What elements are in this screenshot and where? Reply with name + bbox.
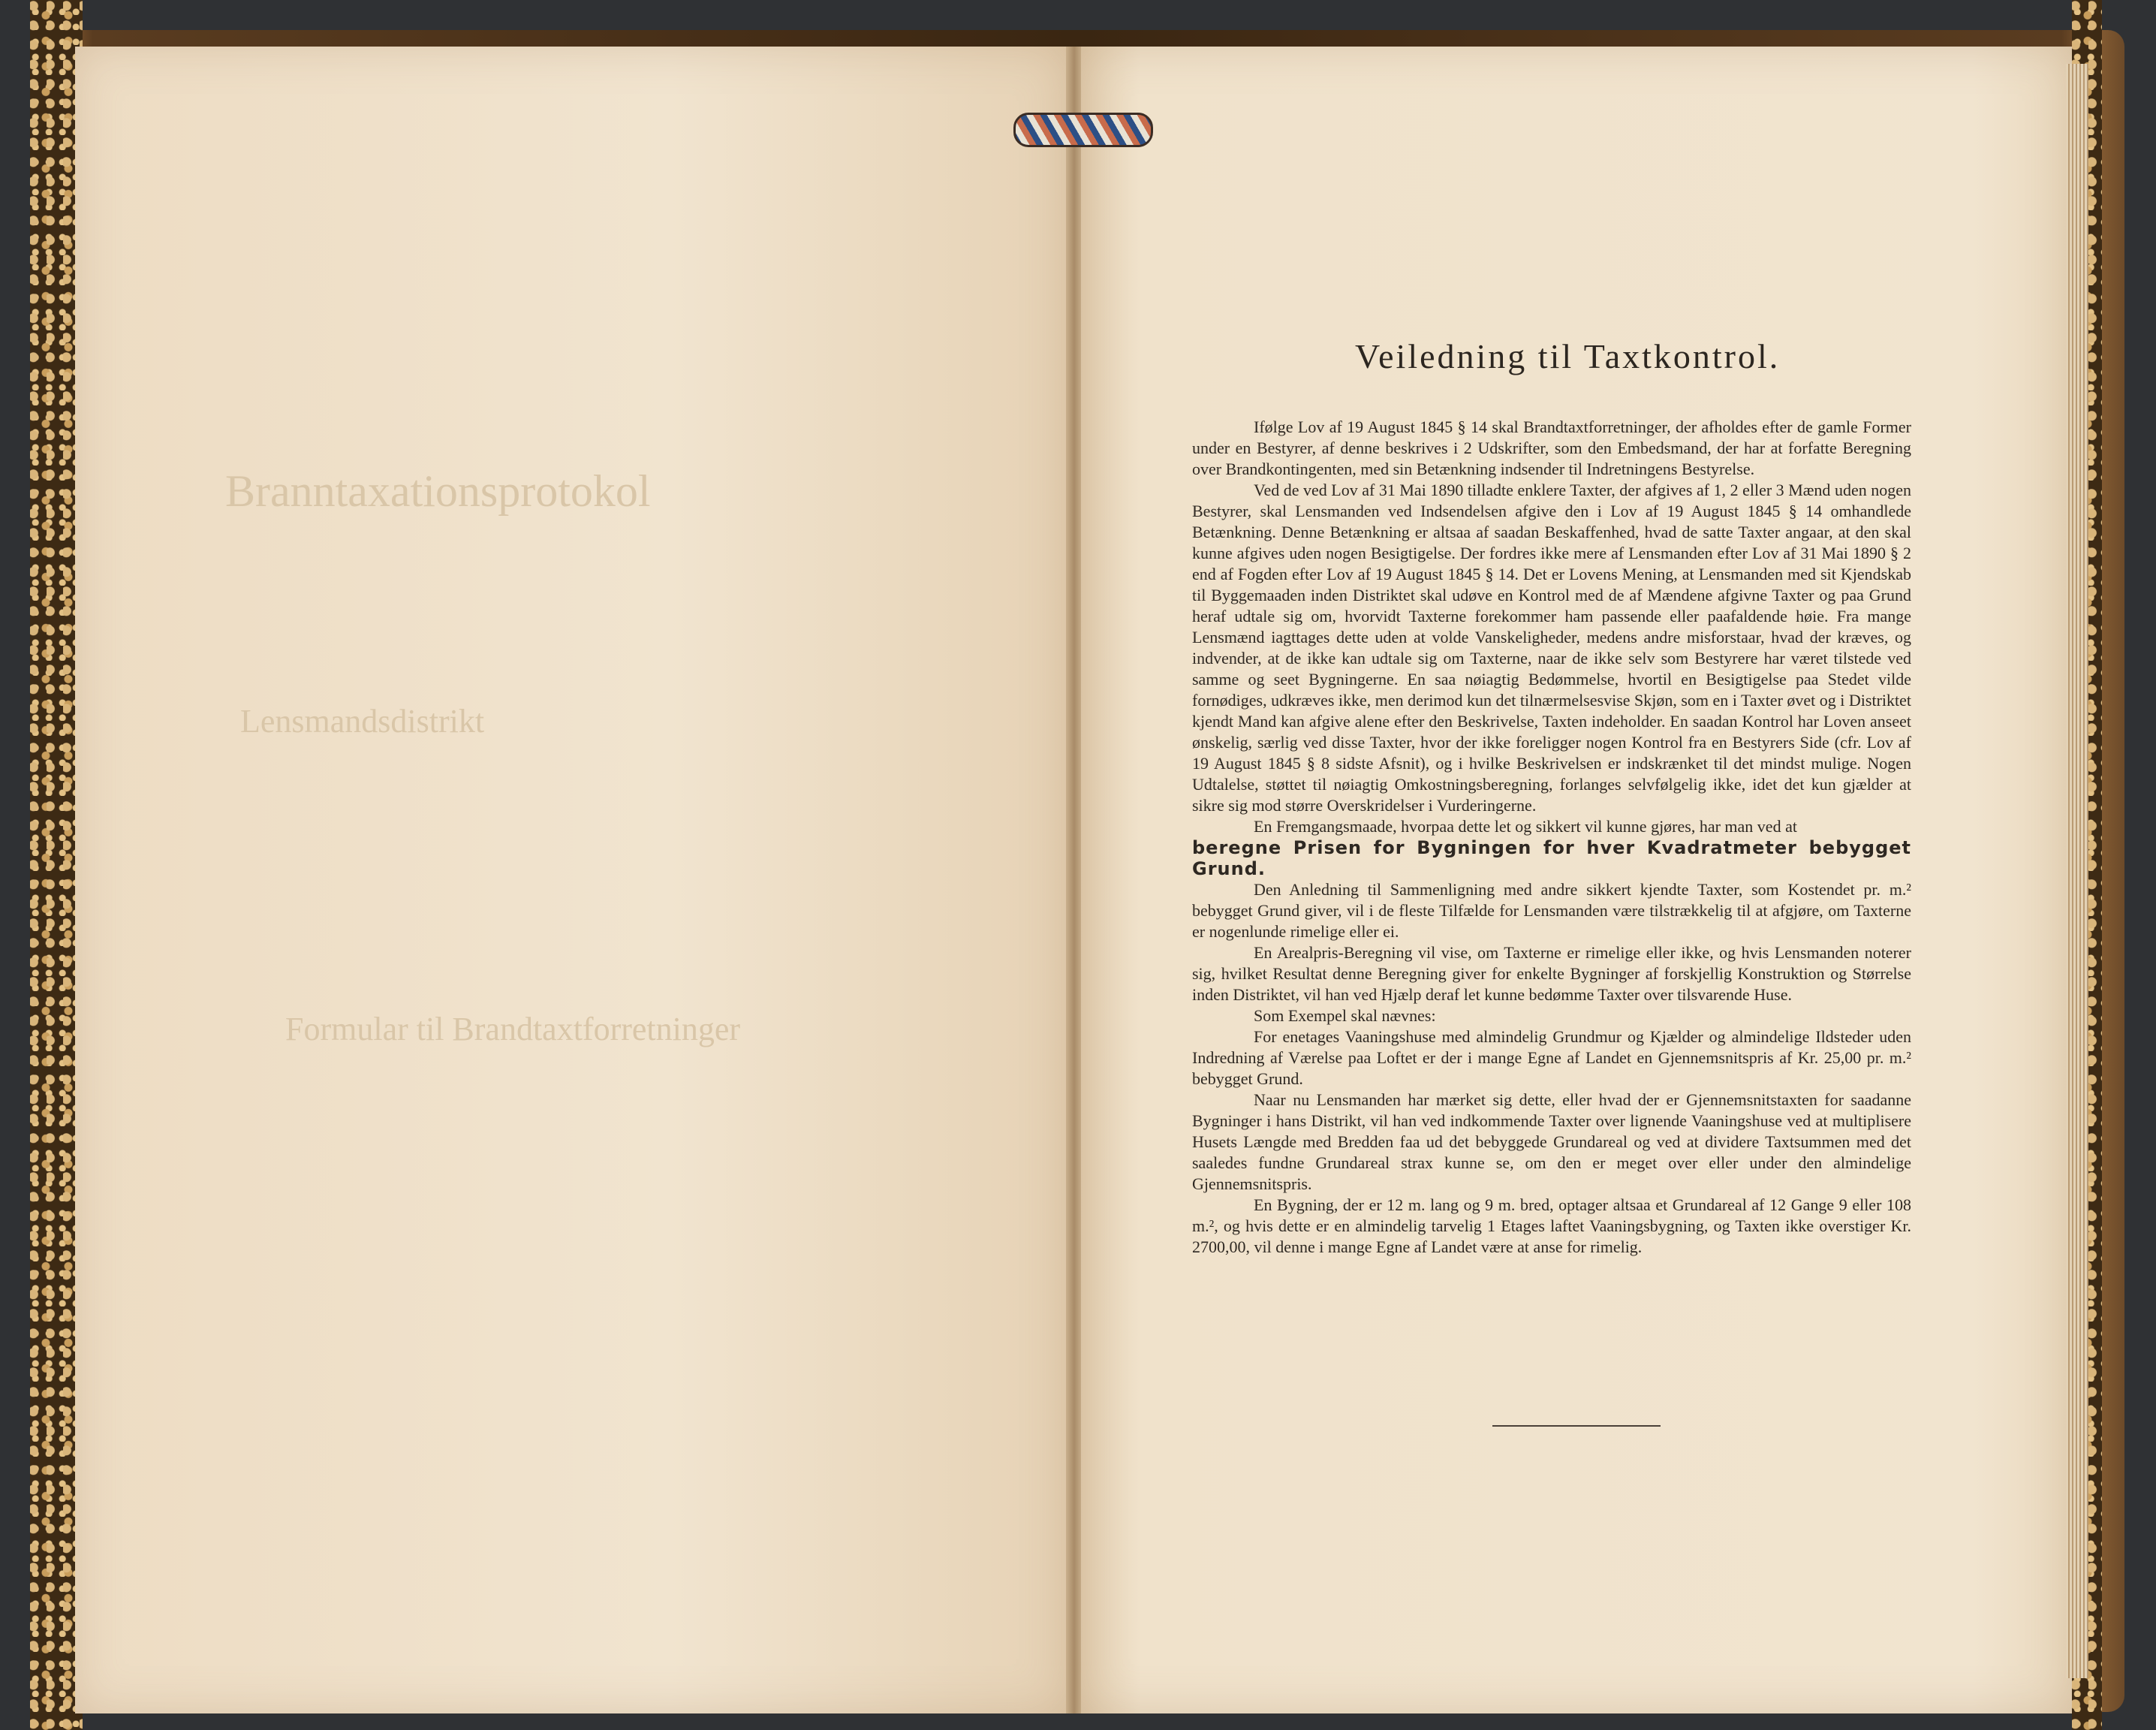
binding-thread	[1013, 113, 1153, 147]
paragraph: En Arealpris-Beregning vil vise, om Taxterne er rimelige eller ikke, og hvis Lensmanden noterer sig, hvilket Resultat denne Beregning giver for enkelte Bygninger af forskjellig Konstruktion og Størrelse inden Distriktet, vil han ved Hjælp deraf let kunne bedømme Taxter over tilsvarende Huse.	[1192, 943, 1911, 1004]
emphasis-heading: beregne Prisen for Bygningen for hver Kvadratmeter bebygget Grund.	[1192, 837, 1911, 879]
paragraph: Ifølge Lov af 19 August 1845 § 14 skal Brandtaxtforretninger, der afholdes efter de gamle Former under en Bestyrer, af denne beskrives i 2 Udskrifter, som den Embedsmand, der har at forfatte Beregning over Brandkontingenten, med sin Betænkning indsender til Indretningens Bestyrelse.	[1192, 417, 1911, 478]
paragraph: En Fremgangsmaade, hvorpaa dette let og sikkert vil kunne gjøres, har man ved at	[1254, 817, 1797, 836]
left-page	[75, 47, 1066, 1713]
paragraph: En Bygning, der er 12 m. lang og 9 m. bred, optager altsaa et Grundareal af 12 Gange 9 eller 108 m.², og hvis dette er en almindelig tarvelig 1 Etages laftet Vaaningsbygning, og Taxten ikke overstiger Kr. 2700,00, vil denne i mange Egne af Landet være at anse for rimelig.	[1192, 1195, 1911, 1256]
book-gutter	[1066, 47, 1083, 1713]
show-through-line-1: Lensmandsdistrikt	[240, 703, 485, 740]
guidance-text	[1192, 417, 1911, 1258]
paragraph: Ved de ved Lov af 31 Mai 1890 tilladte enklere Taxter, der afgives af 1, 2 eller 3 Mænd uden nogen Bestyrer, skal Lensmanden ved Indsendelsen afgive den i Lov af 19 August 1845 § 14 omhandlede Betænkning. Denne Betænkning er altsaa af saadan Beskaffenhed, hvad de satte Taxter angaar, at den skal kunne afgives uden nogen Besigtigelse. Der fordres ikke mere af Lensmanden efter Lov af 31 Mai 1890 § 2 end af Fogden efter Lov af 19 August 1845 § 14. Det er Lovens Mening, at Lensmanden med sit Kjendskab til Byggemaaden inden Distriktet skal udøve en Kontrol med de af Mændene afgivne Taxter og paa Grund heraf udtale sig om, hvorvidt Taxterne forekommer ham passende eller paafaldende høie. Fra mange Lensmænd iagttages dette uden at volde Vanskeligheder, medens andre misforstaar, hvad der kræves, og indvender, at de ikke kan udtale sig om Taxterne, naar de ikke selv som Bestyrere har været tilstede ved samme og seet Bygningerne. En saa nøiagtig Bedømmelse, hvortil en Besigtigelse paa Stedet vilde fornødiges, udkræves ikke, men derimod kun det tilnærmelsesvise Skjøn, som en i Taxter øvet og i Distriktet kjendt Mand kan afgive alene efter den Beskrivelse, Taxten indeholder. En saadan Kontrol har Loven anseet ønskelig, særlig ved disse Taxter, hvor der ikke foreligger nogen Kontrol fra en Bestyrers Side (cfr. Lov af 19 August 1845 § 8 sidste Afsnit), og i hvilke Beskrivelsen er indskrænket til det mindst mulige. Nogen Udtalelse, støttet til nøiagtig Omkostningsberegning, forlanges selvfølgelig ikke, idet det kun gjælder at sikre sig mod større Overskridelser i Vurderingerne.	[1192, 481, 1911, 815]
closing-rule	[1492, 1425, 1661, 1427]
page-edges	[2066, 64, 2088, 1678]
page-title: Veiledning til Taxtkontrol.	[1355, 337, 1781, 375]
paragraph: Den Anledning til Sammenligning med andre sikkert kjendte Taxter, som Kostendet pr. m.² bebygget Grund giver, vil i de fleste Tilfælde for Lensmanden være tilstrækkelig til at afgjøre, om Taxterne er nogenlunde rimelige eller ei.	[1192, 880, 1911, 941]
paragraph: For enetages Vaaningshuse med almindelig Grundmur og Kjælder og almindelige Ildsteder uden Indredning af Værelse paa Loftet er der i mange Egne af Landet en Gjennemsnitspris af Kr. 25,00 pr. m.² bebygget Grund.	[1192, 1027, 1911, 1088]
paragraph: Som Exempel skal nævnes:	[1254, 1006, 1436, 1025]
show-through-title: Branntaxationsprotokol	[225, 466, 651, 516]
paragraph: Naar nu Lensmanden har mærket sig dette, eller hvad der er Gjennemsnitstaxten for saadanne Bygninger i hans Distrikt, vil han ved indkommende Taxter over lignende Vaaningshuse ved at multiplisere Husets Længde med Bredden faa ud det bebyggede Grundareal og ved at dividere Taxtsummen med det saaledes fundne Grundareal strax kunne se, om den er meget over eller under den almindelige Gjennemsnitspris.	[1192, 1090, 1911, 1193]
show-through-line-2: Formular til Brandtaxtforretninger	[285, 1011, 741, 1047]
